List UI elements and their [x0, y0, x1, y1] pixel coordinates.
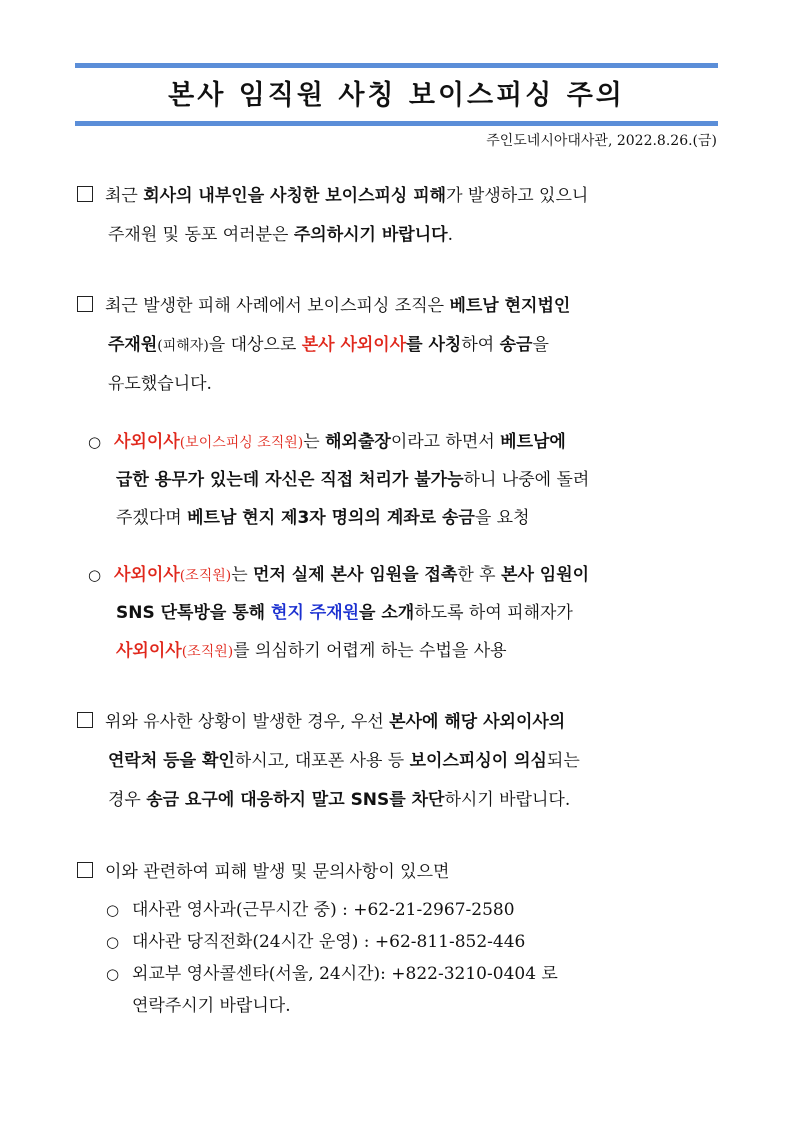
bullet2-line1: ○ 사외이사(조직원)는 먼저 실제 본사 임원을 접촉한 후 본사 임원이 — [88, 565, 590, 585]
circle-bullet-icon: ○ — [88, 566, 102, 584]
page-title: 본사 임직원 사칭 보이스피싱 주의 — [168, 80, 625, 111]
section3-line2: 연락처 등을 확인하시고, 대포폰 사용 등 보이스피싱이 의심되는 — [108, 751, 580, 771]
section2-line1: 최근 발생한 피해 사례에서 보이스피싱 조직은 베트남 현지법인 — [77, 294, 570, 318]
circle-bullet-icon: ○ — [88, 433, 102, 451]
header-bottom-rule — [75, 121, 718, 126]
contact-item: ○ 대사관 영사과(근무시간 중) : +62-21-2967-2580 — [106, 900, 515, 920]
section2-line2: 주재원(피해자)을 대상으로 본사 사외이사를 사칭하여 송금을 — [108, 335, 549, 355]
bullet1-line1: ○ 사외이사(보이스피싱 조직원)는 해외출장이라고 하면서 베트남에 — [88, 432, 566, 452]
header-top-rule — [75, 63, 718, 68]
checkbox-square-icon — [77, 712, 93, 728]
circle-bullet-icon: ○ — [106, 901, 120, 919]
circle-bullet-icon: ○ — [106, 965, 120, 983]
contact-item: ○ 외교부 영사콜센타(서울, 24시간): +822-3210-0404 로 — [106, 964, 558, 984]
checkbox-square-icon — [77, 862, 93, 878]
circle-bullet-icon: ○ — [106, 933, 120, 951]
section4-intro: 이와 관련하여 피해 발생 및 문의사항이 있으면 — [77, 860, 449, 884]
bullet1-line3: 주겠다며 베트남 현지 제3자 명의의 계좌로 송금을 요청 — [116, 508, 530, 528]
section3-line3: 경우 송금 요구에 대응하지 말고 SNS를 차단하시기 바랍니다. — [108, 790, 571, 810]
section1-line2: 주재원 및 동포 여러분은 주의하시기 바랍니다. — [108, 225, 453, 245]
bullet2-line3: 사외이사(조직원)를 의심하기 어렵게 하는 수법을 사용 — [116, 641, 507, 661]
section1-line1: 최근 회사의 내부인을 사칭한 보이스피싱 피해가 발생하고 있으니 — [77, 184, 588, 208]
dateline: 주인도네시아대사관, 2022.8.26.(금) — [486, 133, 717, 149]
closing-line: 연락주시기 바랍니다. — [132, 996, 291, 1016]
section3-line1: 위와 유사한 상황이 발생한 경우, 우선 본사에 해당 사외이사의 — [77, 710, 565, 734]
bullet1-line2: 급한 용무가 있는데 자신은 직접 처리가 불가능하니 나중에 돌려 — [116, 470, 590, 490]
checkbox-square-icon — [77, 296, 93, 312]
section2-line3: 유도했습니다. — [108, 374, 212, 394]
bullet2-line2: SNS 단톡방을 통해 현지 주재원을 소개하도록 하여 피해자가 — [116, 603, 573, 623]
checkbox-square-icon — [77, 186, 93, 202]
contact-item: ○ 대사관 당직전화(24시간 운영) : +62-811-852-446 — [106, 932, 526, 952]
